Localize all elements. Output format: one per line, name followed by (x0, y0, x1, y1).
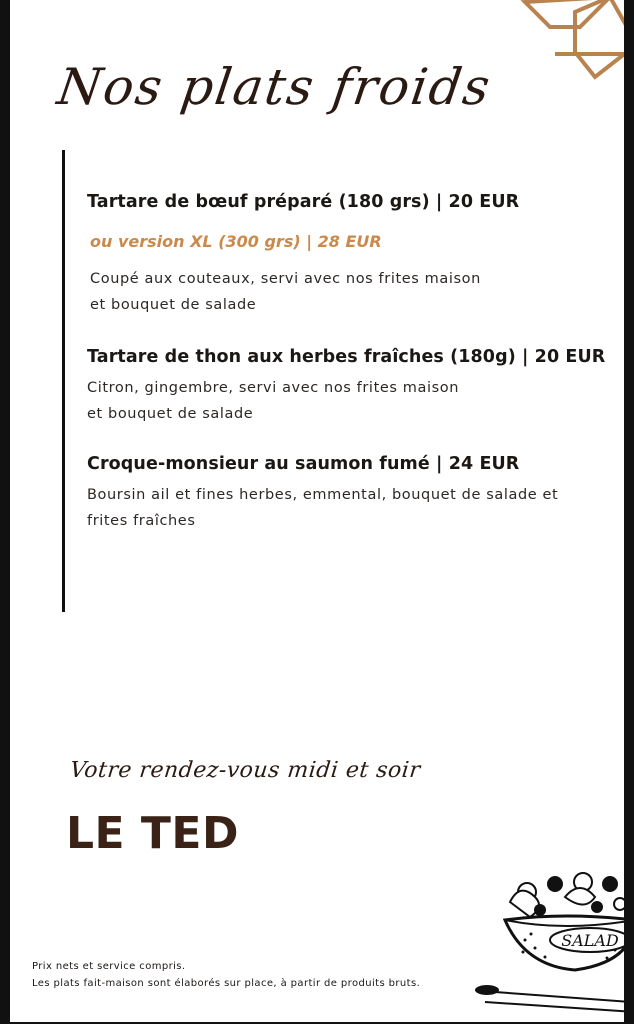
description-line: et bouquet de salade (87, 406, 254, 422)
item-description (87, 482, 558, 534)
tagline: Votre rendez-vous midi et soir (68, 758, 422, 783)
item-description (90, 266, 481, 318)
page-title: Nos plats froids (53, 58, 496, 116)
item-title-croque-monsieur: Croque-monsieur au saumon fumé | 24 EUR (87, 454, 520, 474)
brand-name: LE TED (66, 808, 240, 859)
footer-line-homemade: Les plats fait-maison sont élaborés sur place, à partir de produits bruts. (32, 978, 421, 989)
description-line: Coupé aux couteaux, servi avec nos frites maison (90, 271, 481, 287)
vertical-divider (62, 150, 65, 612)
menu-page (10, 0, 624, 1022)
description-line: Boursin ail et fines herbes, emmental, bouquet de salade et (87, 487, 559, 503)
description-line: Citron, gingembre, servi avec nos frites maison (87, 380, 459, 396)
geometric-frame-icon (515, 0, 624, 87)
item-description (87, 375, 459, 427)
footer-line-prices: Prix nets et service compris. (32, 961, 186, 972)
salad-label: SALAD (561, 931, 619, 950)
salad-bowl-icon (465, 862, 624, 1022)
description-line: frites fraîches (87, 513, 196, 529)
description-line: et bouquet de salade (90, 297, 257, 313)
item-title-tartare-boeuf: Tartare de bœuf préparé (180 grs) | 20 EUR (87, 192, 520, 212)
item-variant-xl: ou version XL (300 grs) | 28 EUR (90, 232, 382, 251)
item-title-tartare-thon: Tartare de thon aux herbes fraîches (180g) | 20 EUR (87, 347, 606, 367)
